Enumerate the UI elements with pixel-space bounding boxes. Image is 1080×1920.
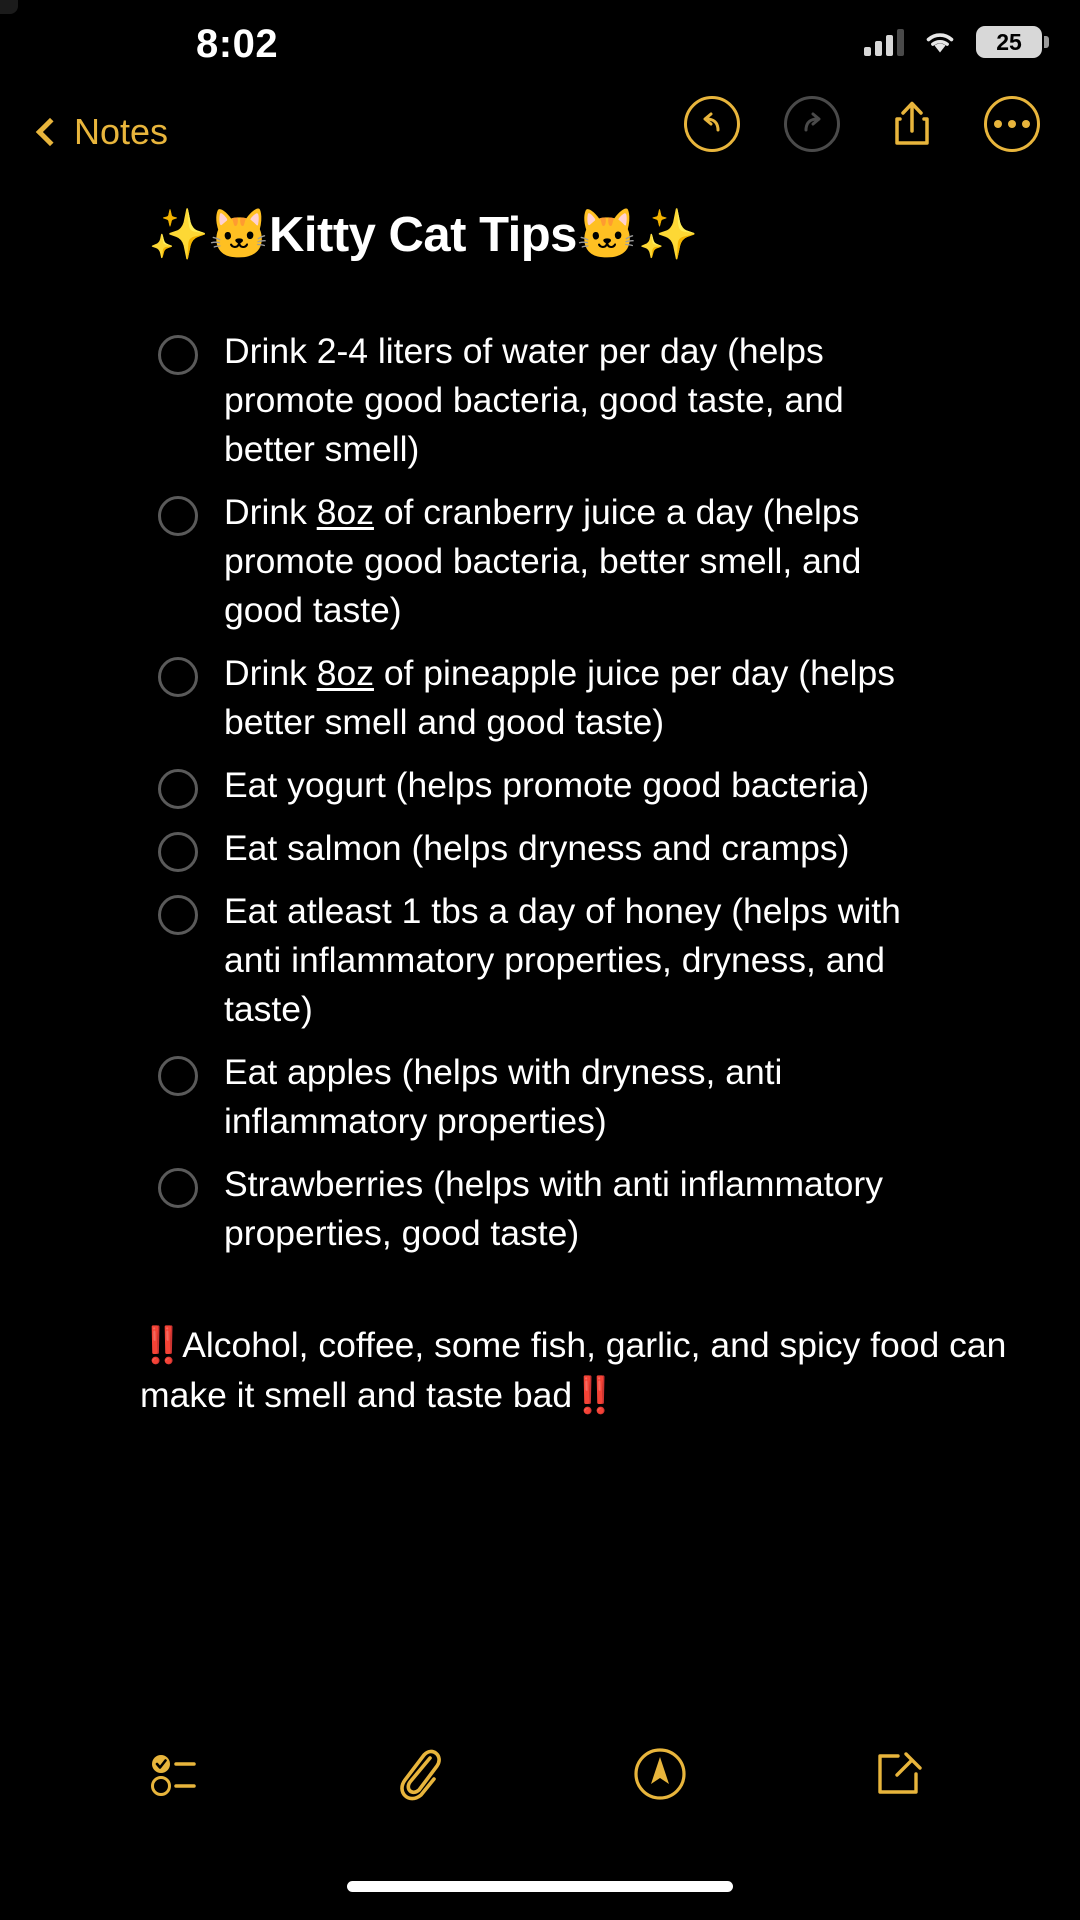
warning-paragraph (0, 1320, 1080, 1420)
list-item-label: Strawberries (helps with anti inflammatory properties, good taste) (224, 1164, 883, 1253)
note-content[interactable] (0, 178, 1080, 1420)
warning-text: Alcohol, coffee, some fish, garlic, and spicy food can make it smell and taste bad (140, 1325, 1007, 1415)
checklist-icon[interactable] (135, 1734, 225, 1814)
list-item-label: Drink 8oz of pineapple juice per day (helps better smell and good taste) (224, 653, 895, 742)
list-item-label: Eat yogurt (helps promote good bacteria) (224, 765, 870, 805)
back-to-notes-button[interactable] (40, 111, 168, 153)
chevron-left-icon (36, 118, 64, 146)
more-options-icon[interactable] (984, 96, 1040, 152)
navigation-actions (684, 96, 1040, 152)
list-item[interactable] (158, 1160, 1020, 1258)
checkbox[interactable] (158, 1056, 198, 1096)
warning-suffix-icon: ‼️ (572, 1375, 615, 1415)
list-item-label: Eat salmon (helps dryness and cramps) (224, 828, 850, 868)
list-item[interactable] (158, 824, 1020, 873)
wifi-icon (922, 28, 958, 56)
more-dots (994, 120, 1030, 128)
list-item[interactable] (158, 887, 1020, 1034)
battery-icon (976, 26, 1042, 58)
cellular-signal-icon (864, 28, 904, 56)
home-indicator[interactable] (347, 1881, 733, 1892)
list-item[interactable] (158, 649, 1020, 747)
back-button-label: Notes (74, 111, 169, 152)
share-icon[interactable] (884, 96, 940, 152)
note-title[interactable]: ✨🐱Kitty Cat Tips🐱✨ (148, 208, 698, 262)
list-item-label: Eat apples (helps with dryness, anti inflammatory properties) (224, 1052, 783, 1141)
list-item-label: Drink 8oz of cranberry juice a day (helps promote good bacteria, better smell, and good taste) (224, 492, 862, 630)
list-item[interactable] (158, 761, 1020, 810)
checkbox[interactable] (158, 832, 198, 872)
list-item-label: Drink 2-4 liters of water per day (helps promote good bacteria, good taste, and better smell) (224, 331, 844, 469)
status-indicators (864, 26, 1042, 58)
list-item[interactable] (158, 488, 1020, 635)
checklist (0, 327, 1080, 1258)
list-item-label: Eat atleast 1 tbs a day of honey (helps with anti inflammatory properties, dryness, and taste) (224, 891, 901, 1029)
status-bar (0, 0, 1080, 86)
checkbox[interactable] (158, 335, 198, 375)
checkbox[interactable] (158, 1168, 198, 1208)
redo-icon (784, 96, 840, 152)
list-item[interactable] (158, 1048, 1020, 1146)
checkbox[interactable] (158, 657, 198, 697)
compose-icon[interactable] (855, 1734, 945, 1814)
checkbox[interactable] (158, 769, 198, 809)
checkbox[interactable] (158, 895, 198, 935)
navigation-bar (0, 86, 1080, 178)
warning-prefix-icon: ‼️ (140, 1325, 183, 1365)
undo-icon[interactable] (684, 96, 740, 152)
editor-toolbar (0, 1714, 1080, 1834)
paperclip-icon[interactable] (375, 1734, 465, 1814)
checkbox[interactable] (158, 496, 198, 536)
status-time: 8:02 (196, 22, 279, 66)
markup-pen-icon[interactable] (615, 1734, 705, 1814)
list-item[interactable] (158, 327, 1020, 474)
battery-percent: 25 (996, 28, 1022, 55)
